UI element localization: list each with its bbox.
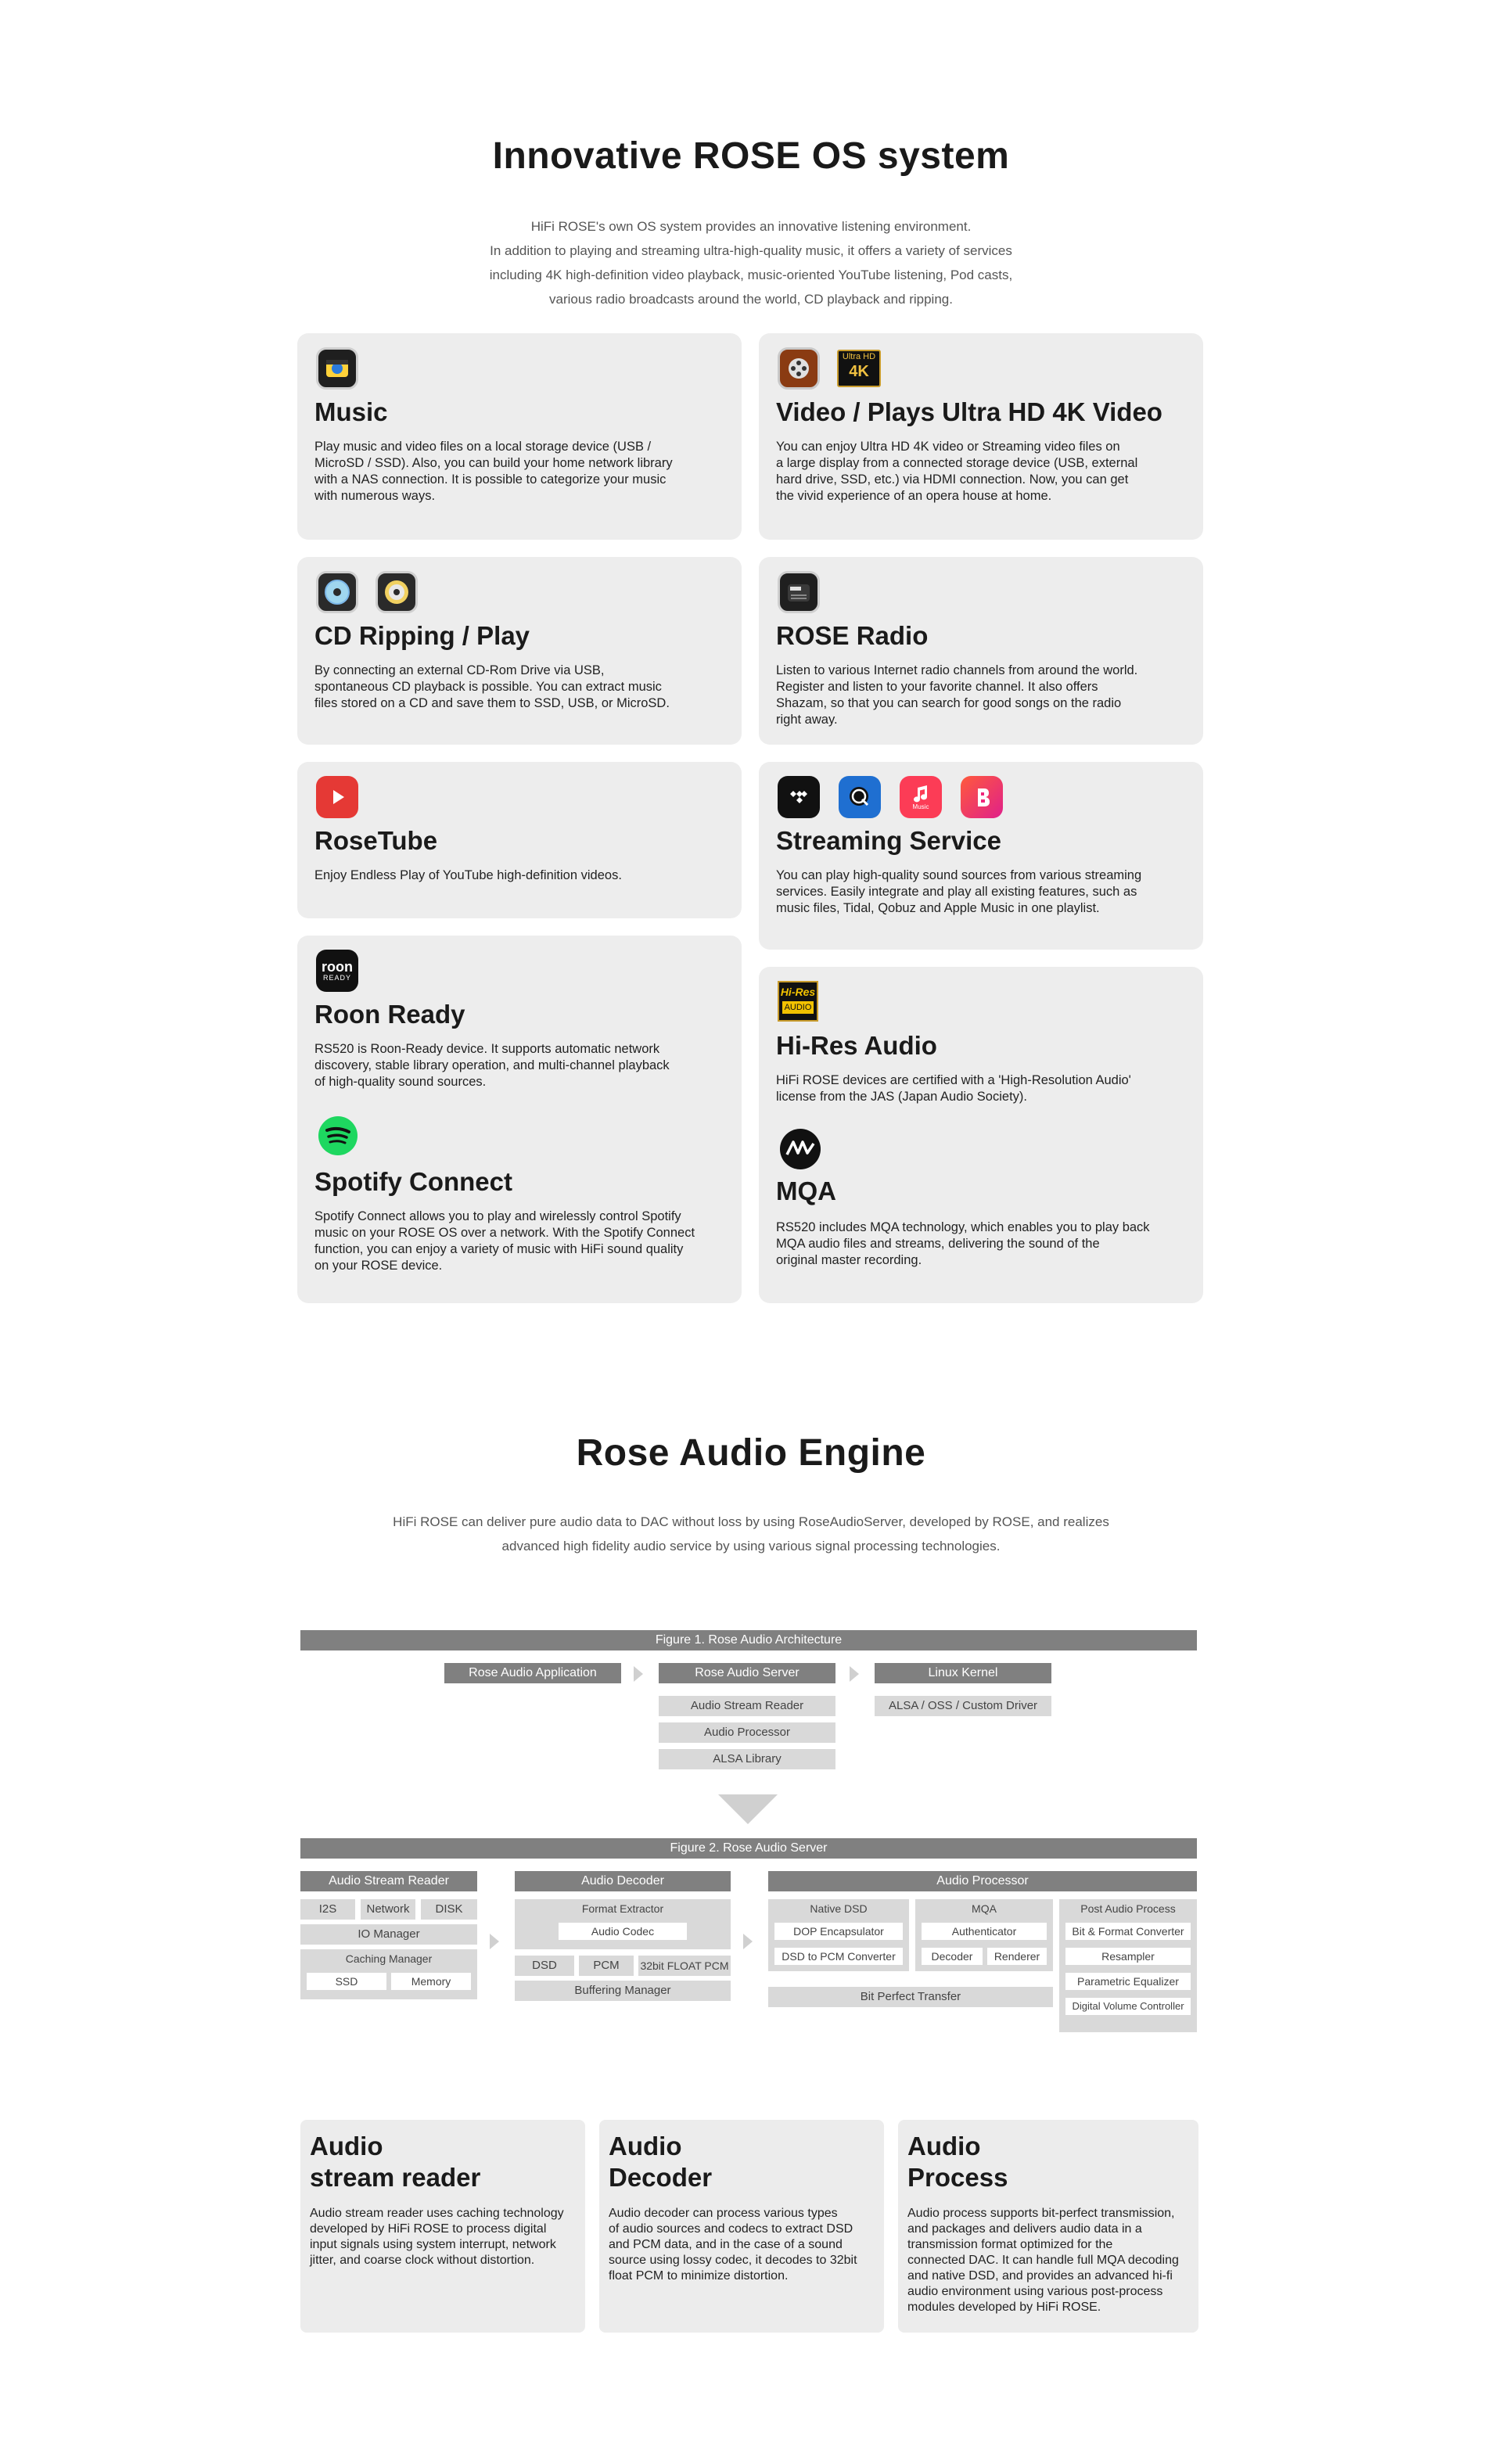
card-audio-stream-reader	[300, 2120, 585, 2333]
format-pcm: PCM	[579, 1956, 634, 1976]
bugs-icon	[961, 776, 1003, 818]
card-description: You can enjoy Ultra HD 4K video or Streaming video files on a large display from a connected storage device (USB, external hard drive, SSD, etc.) via HDMI connection. Now, you can get the vivid experience of an opera house at home.	[776, 440, 1138, 503]
engine-section-lead: HiFi ROSE can deliver pure audio data to DAC without loss by using RoseAudioServer, developed by ROSE, and realizes advanced high fidelity audio service by using various signal processing technologies.	[393, 1514, 1109, 1553]
resampler: Resampler	[1065, 1948, 1191, 1965]
triangle-down-icon	[718, 1794, 778, 1830]
roon-ready-logo: roon READY	[316, 950, 358, 992]
card-title: Music	[314, 397, 388, 426]
audio-stream-reader: Audio Stream Reader	[659, 1696, 835, 1716]
card-streaming-service	[759, 762, 1203, 950]
apple-music-icon: Music	[900, 776, 942, 818]
card-description: Spotify Connect allows you to play and wirelessly control Spotify music on your ROSE OS over a network. With the Spotify Connect function, you can enjoy a variety of music with HiFi sound quality on your ROSE device.	[314, 1209, 695, 1273]
engine-section-title: Rose Audio Engine	[576, 1432, 926, 1474]
cache-memory: Memory	[391, 1973, 471, 1990]
video-app-icon	[778, 347, 820, 390]
card-description: Audio decoder can process various types of audio sources and codecs to extract DSD and PCM data, and in the case of a sound source using lossy codec, it decodes to 32bit float PCM to minimize distortion.	[609, 2207, 857, 2283]
card-description: Play music and video files on a local storage device (USB / MicroSD / SSD). Also, you can build your home network library with a NAS connection. It is possible to categorize your music with numerous ways.	[314, 440, 673, 503]
bit-format-converter: Bit & Format Converter	[1065, 1923, 1191, 1940]
chevron-right-icon	[742, 1932, 754, 1955]
card-description: Enjoy Endless Play of YouTube high-definition videos.	[314, 868, 622, 882]
card-title: Roon Ready	[314, 1000, 465, 1029]
cd-app-icon	[316, 571, 358, 613]
card-description: RS520 includes MQA technology, which enables you to play back MQA audio files and streams, delivering the sound of the original master recording.	[776, 1220, 1150, 1267]
input-i2s: I2S	[300, 1899, 355, 1920]
card-cd-ripping	[297, 557, 742, 745]
io-manager: IO Manager	[300, 1924, 477, 1945]
dsd-to-pcm-converter: DSD to PCM Converter	[774, 1948, 903, 1965]
card-video	[759, 333, 1203, 540]
rose-audio-application: Rose Audio Application	[444, 1663, 621, 1683]
card-title: ROSE Radio	[776, 621, 929, 650]
input-disk: DISK	[421, 1899, 477, 1920]
buffering-manager: Buffering Manager	[515, 1981, 731, 2001]
mqa-icon	[779, 1128, 821, 1174]
caching-manager: Caching Manager	[345, 1952, 433, 1965]
card-rose-radio	[759, 557, 1203, 745]
digital-volume-controller: Digital Volume Controller	[1065, 1998, 1191, 2015]
card-description: You can play high-quality sound sources from various streaming services. Easily integrate and play all existing features, such as music files, Tidal, Qobuz and Apple Music in one playlist.	[776, 868, 1142, 915]
card-hires-mqa	[759, 967, 1203, 1303]
card-rosetube	[297, 762, 742, 918]
card-description: Listen to various Internet radio channels from around the world. Register and listen to your favorite channel. It also offers Shazam, so that you can search for good songs on the radio right away.	[776, 663, 1138, 727]
alsa-library: ALSA Library	[659, 1749, 835, 1769]
parametric-equalizer: Parametric Equalizer	[1065, 1973, 1191, 1990]
card-title: CD Ripping / Play	[314, 621, 530, 650]
card-audio-process	[898, 2120, 1198, 2333]
cache-ssd: SSD	[307, 1973, 386, 1990]
chevron-right-icon	[632, 1665, 645, 1687]
native-dsd: Native DSD	[810, 1902, 868, 1915]
figure2-title: Figure 2. Rose Audio Server	[300, 1838, 1197, 1859]
mqa-label: MQA	[972, 1902, 997, 1915]
card-title: Hi-Res Audio	[776, 1031, 937, 1060]
mqa-authenticator: Authenticator	[922, 1923, 1047, 1940]
os-section-lead: HiFi ROSE's own OS system provides an innovative listening environment. In addition to playing and streaming ultra-high-quality music, it offers a variety of services including 4K high-definition video playback, music-oriented YouTube listening, Pod casts, various radio broadcasts around the world, CD playback and ripping.	[489, 219, 1013, 307]
linux-kernel: Linux Kernel	[875, 1663, 1051, 1683]
card-title: Spotify Connect	[314, 1167, 512, 1196]
fig2-audio-stream-reader: Audio Stream Reader	[300, 1871, 477, 1891]
format-extractor: Format Extractor	[581, 1902, 664, 1915]
card-title: RoseTube	[314, 826, 438, 855]
os-section-title: Innovative ROSE OS system	[492, 135, 1010, 177]
card-description: Audio process supports bit-perfect transmission, and packages and delivers audio data in a transmission format optimized for the connected DAC. It can handle full MQA decoding and native DSD, and provides an advanced hi-fi audio environment using various post-process modules developed by HiFi ROSE.	[907, 2207, 1179, 2314]
dop-encapsulator: DOP Encapsulator	[774, 1923, 903, 1940]
hi-res-audio-logo: Hi-Res AUDIO	[778, 981, 818, 1022]
card-title: Audio Process	[907, 2132, 1008, 2192]
chevron-right-icon	[848, 1665, 861, 1687]
card-music	[297, 333, 742, 540]
fig2-audio-processor: Audio Processor	[768, 1871, 1197, 1891]
ultra-hd-4k-badge: Ultra HD 4K	[837, 350, 881, 387]
input-network: Network	[361, 1899, 415, 1920]
card-description: HiFi ROSE devices are certified with a 'High-Resolution Audio' license from the JAS (Japan Audio Society).	[776, 1073, 1131, 1104]
card-title: Audio Decoder	[609, 2132, 713, 2192]
audio-codec: Audio Codec	[559, 1923, 687, 1940]
audio-processor: Audio Processor	[659, 1722, 835, 1743]
card-description: By connecting an external CD-Rom Drive via USB, spontaneous CD playback is possible. You can extract music files stored on a CD and save them to SSD, USB, or MicroSD.	[314, 663, 670, 710]
chevron-right-icon	[488, 1932, 501, 1955]
card-roon-spotify	[297, 936, 742, 1303]
card-description: RS520 is Roon-Ready device. It supports automatic network discovery, stable library operation, and multi-channel playback of high-quality sound sources.	[314, 1042, 670, 1089]
tidal-icon	[778, 776, 820, 818]
music-app-icon	[316, 347, 358, 390]
cd-ripping-icon	[376, 571, 418, 613]
figure1-title: Figure 1. Rose Audio Architecture	[300, 1630, 1197, 1650]
bit-perfect-transfer: Bit Perfect Transfer	[768, 1987, 1053, 2007]
radio-app-icon	[778, 571, 820, 613]
card-title: Audio stream reader	[310, 2132, 481, 2192]
fig2-audio-decoder: Audio Decoder	[515, 1871, 731, 1891]
rose-audio-server: Rose Audio Server	[659, 1663, 835, 1683]
spotify-icon	[318, 1115, 358, 1160]
card-title: MQA	[776, 1176, 836, 1205]
card-description: Audio stream reader uses caching technology developed by HiFi ROSE to process digital input signals using system interrupt, network jitter, and coarse clock without distortion.	[310, 2207, 564, 2267]
card-title: Video / Plays Ultra HD 4K Video	[776, 397, 1162, 426]
youtube-play-icon	[316, 776, 358, 818]
mqa-decoder: Decoder	[922, 1948, 983, 1965]
mqa-renderer: Renderer	[987, 1948, 1047, 1965]
post-audio-process: Post Audio Process	[1080, 1902, 1176, 1915]
card-audio-decoder	[599, 2120, 884, 2333]
card-title: Streaming Service	[776, 826, 1001, 855]
format-32bit-float-pcm: 32bit FLOAT PCM	[638, 1956, 731, 1976]
format-dsd: DSD	[515, 1956, 574, 1976]
qobuz-icon	[839, 776, 881, 818]
alsa-oss-custom-driver: ALSA / OSS / Custom Driver	[875, 1696, 1051, 1716]
